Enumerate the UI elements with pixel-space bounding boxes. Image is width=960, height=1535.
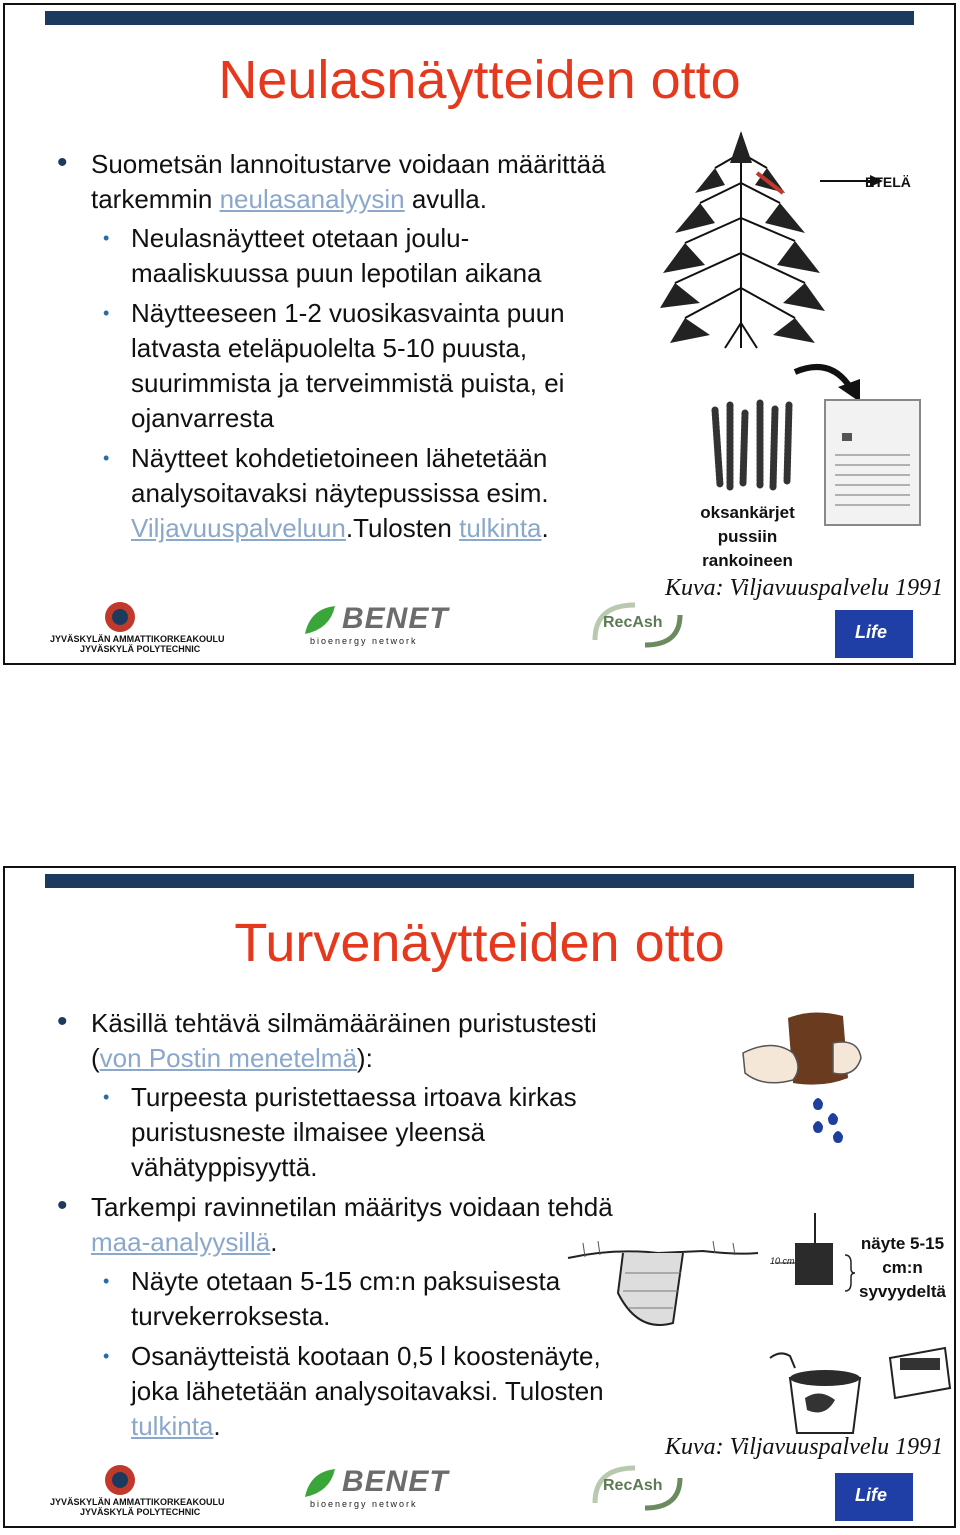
spade-sample-illustration — [770, 1213, 850, 1293]
slide-title: Turvenäytteiden otto — [234, 913, 725, 973]
sub-bullet-item: • Näyte otetaan 5-15 cm:n paksuisesta turvekerroksesta. — [53, 1264, 613, 1334]
bullet-item: • Tarkempi ravinnetilan määritys voidaan tehdä maa-analyysillä. — [53, 1190, 613, 1260]
link-von-post[interactable]: von Postin menetelmä — [99, 1043, 357, 1073]
slide-turvenaytteet — [3, 866, 956, 1528]
peat-squeeze-illustration — [733, 1008, 873, 1148]
benet-logo: BENET bioenergy network — [300, 1465, 440, 1510]
slide-title: Neulasnäytteiden otto — [218, 50, 741, 110]
bullet-item: • Käsillä tehtävä silmämääräinen puristustesti (von Postin menetelmä): — [53, 1006, 613, 1076]
soil-pit-illustration — [563, 1233, 763, 1338]
sub-bullet-item: • Neulasnäytteet otetaan joulu-maaliskuussa puun lepotilan aikana — [53, 221, 613, 291]
jamk-emblem-icon — [100, 600, 140, 634]
link-neulasanalyysi[interactable]: neulasanalyysin — [219, 184, 405, 214]
benet-logo: BENET bioenergy network — [300, 602, 440, 647]
logo-bar — [45, 1453, 914, 1523]
needle-sample-illustration — [705, 395, 800, 495]
jamk-logo: JYVÄSKYLÄN AMMATTIKORKEAKOULU JYVÄSKYLÄ POLYTECHNIC — [50, 600, 210, 655]
eu-life-logo: Life — [835, 1473, 913, 1521]
depth-marker: 10 cm — [770, 1256, 795, 1266]
bullet-item: • Suometsän lannoitustarve voidaan määrittää tarkemmin neulasanalyysin avulla. — [53, 147, 613, 217]
leaf-icon — [300, 1467, 340, 1501]
eu-life-logo: Life — [835, 610, 913, 658]
figure-label: oksankärjet pussiin rankoineen — [700, 503, 795, 570]
bucket-box-illustration — [765, 1338, 955, 1438]
slide-neulasnaytteet — [3, 3, 956, 665]
recash-logo: RecAsh — [585, 1463, 685, 1513]
sample-bag-illustration — [820, 395, 930, 535]
pine-tree-illustration — [655, 123, 945, 363]
leaf-icon — [300, 604, 340, 638]
bullet-list — [53, 147, 613, 551]
link-tulkinta[interactable]: tulkinta — [131, 1411, 214, 1441]
sub-bullet-item: • Näytteet kohdetietoineen lähetetään analysoitavaksi näytepussissa esim. Viljavuuspalveluun.Tulosten tulkinta. — [53, 441, 613, 546]
depth-label: näyte 5-15 cm:n syvyydeltä — [859, 1234, 946, 1301]
sub-bullet-item: • Osanäytteistä kootaan 0,5 l koostenäyte, joka lähetetään analysoitavaksi. Tulosten tulkinta. — [53, 1339, 613, 1444]
link-viljavuuspalvelu[interactable]: Viljavuuspalveluun — [131, 513, 346, 543]
top-bar — [45, 11, 914, 25]
link-maa-analyysi[interactable]: maa-analyysillä — [91, 1227, 271, 1257]
figure-caption: Kuva: Viljavuuspalvelu 1991 — [665, 575, 944, 601]
figure-caption: Kuva: Viljavuuspalvelu 1991 — [665, 1434, 944, 1460]
jamk-emblem-icon — [100, 1463, 140, 1497]
sub-bullet-item: • Näytteeseen 1-2 vuosikasvainta puun latvasta eteläpuolelta 5-10 puusta, suurimmista ja terveimmistä puista, ei ojanvarresta — [53, 296, 613, 436]
link-tulkinta[interactable]: tulkinta — [459, 513, 542, 543]
recash-logo: RecAsh — [585, 600, 685, 650]
bullet-list — [53, 1006, 613, 1449]
sub-bullet-item: • Turpeesta puristettaessa irtoava kirkas puristusneste ilmaisee yleensä vähätyppisyyttä. — [53, 1080, 613, 1185]
south-label: ETELÄ — [865, 174, 911, 190]
top-bar — [45, 874, 914, 888]
logo-bar — [45, 590, 914, 660]
jamk-logo: JYVÄSKYLÄN AMMATTIKORKEAKOULU JYVÄSKYLÄ POLYTECHNIC — [50, 1463, 210, 1518]
